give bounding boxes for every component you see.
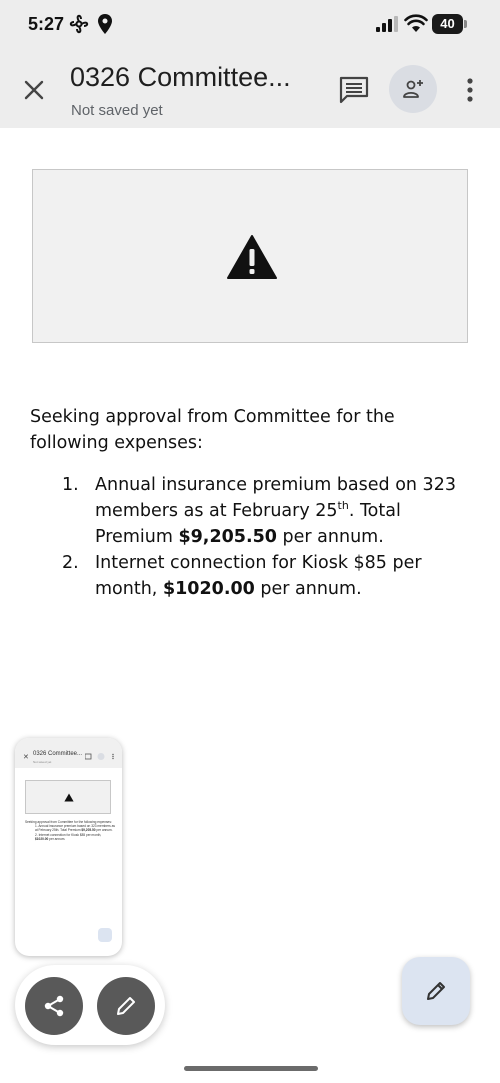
item-superscript: th xyxy=(337,499,349,513)
add-person-button[interactable] xyxy=(389,65,437,113)
item-text: . Total Premium xyxy=(95,501,401,547)
edit-fab-icon xyxy=(424,979,448,1003)
thumbnail-warning-icon xyxy=(64,793,74,802)
item-amount: $1020.00 xyxy=(162,579,255,599)
add-person-icon xyxy=(401,77,425,101)
thumbnail-text xyxy=(25,820,115,841)
share-icon xyxy=(42,994,66,1018)
thumbnail-app-bar xyxy=(15,738,122,768)
fan-icon xyxy=(68,13,90,35)
screenshot-thumbnail[interactable] xyxy=(15,738,122,956)
wifi-icon xyxy=(404,14,428,32)
home-indicator[interactable] xyxy=(184,1066,318,1071)
item-amount: $9,205.50 xyxy=(178,527,277,547)
more-vert-icon[interactable] xyxy=(460,76,480,104)
edit-icon xyxy=(114,994,138,1018)
list-number: 2. xyxy=(62,553,79,573)
thumbnail-close-icon: ✕ xyxy=(23,754,29,761)
thumbnail-edit-icon xyxy=(98,928,112,942)
battery-icon xyxy=(432,14,468,34)
item-text: per annum. xyxy=(254,579,362,599)
signal-icon xyxy=(376,16,398,32)
item-text: Annual insurance premium based on 323 members as at February 25 xyxy=(95,475,456,521)
comments-icon[interactable] xyxy=(338,76,370,104)
share-button[interactable] xyxy=(25,977,83,1035)
document-body xyxy=(30,404,475,602)
screenshot-actions xyxy=(15,965,165,1045)
list-item xyxy=(30,472,475,550)
item-text: Internet connection for Kiosk $85 per month, xyxy=(95,553,422,599)
battery-level: 40 xyxy=(432,14,463,34)
app-bar xyxy=(0,52,500,128)
document-title: 0326 Committee... xyxy=(70,62,291,92)
thumbnail-subtitle: Not saved yet xyxy=(33,760,52,764)
save-status: Not saved yet xyxy=(71,102,163,119)
image-placeholder[interactable] xyxy=(32,169,468,343)
document-intro: Seeking approval from Committee for the following expenses: xyxy=(30,407,395,453)
location-icon xyxy=(98,14,112,34)
thumbnail-toolbar-icons xyxy=(85,753,117,760)
item-text: per annum. xyxy=(276,527,384,547)
markup-button[interactable] xyxy=(97,977,155,1035)
thumbnail-intro: Seeking approval from Committee for the following expenses: xyxy=(25,820,112,824)
thumbnail-item: 2. Internet connection for Kiosk $85 per month, $1020.00 per annum. xyxy=(35,832,102,841)
close-icon[interactable] xyxy=(20,76,48,104)
expense-list xyxy=(30,472,475,602)
thumbnail-image-placeholder xyxy=(25,780,111,814)
list-number: 1. xyxy=(62,475,79,495)
edit-fab[interactable] xyxy=(402,957,470,1025)
status-time: 5:27 xyxy=(28,14,65,34)
thumbnail-title: 0326 Committee... xyxy=(33,751,83,757)
list-item xyxy=(30,550,475,602)
status-bar xyxy=(0,0,500,52)
thumbnail-item: 1. Annual insurance premium based on 323 members as at February 25th. Total Premium $9,205.50 per annum. xyxy=(35,824,115,833)
warning-icon xyxy=(226,234,278,280)
